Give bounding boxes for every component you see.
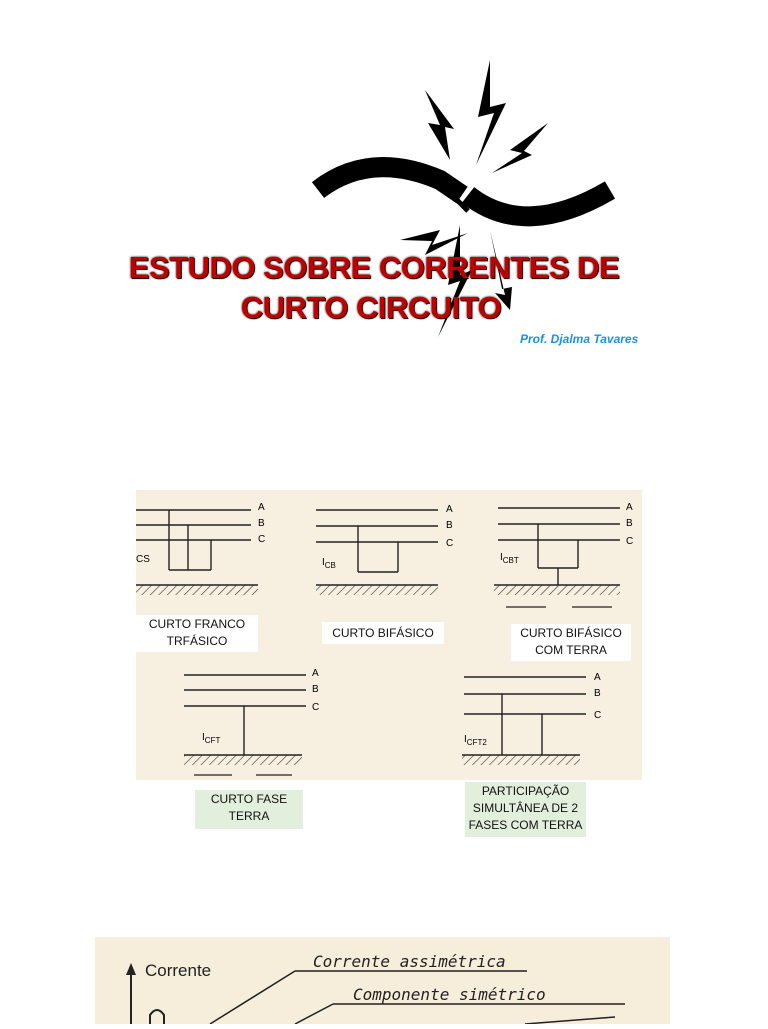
current-label: $I_{CB}$ [322, 557, 336, 570]
phase-label: A [626, 502, 633, 513]
page-title-line1: ESTUDO SOBRE CORRENTES DE [128, 250, 620, 285]
phase-label: C [594, 710, 602, 721]
phase-label: B [258, 518, 265, 529]
phase-label: B [594, 688, 601, 699]
phase-label: A [594, 672, 601, 683]
current-label: CS [136, 554, 150, 565]
diagram-two-phases-ground [462, 672, 601, 765]
asymmetric-current-graph [95, 937, 670, 1024]
author-name: Prof. Djalma Tavares [520, 332, 639, 346]
phase-label: C [446, 538, 454, 549]
cable-left [318, 167, 462, 195]
phase-label: B [626, 518, 633, 529]
phase-label: B [446, 520, 453, 531]
axis-label: Corrente [145, 961, 212, 980]
diagram-biphasic-ground [494, 502, 633, 607]
phase-label: C [312, 702, 320, 713]
phase-label: C [258, 534, 266, 545]
lightning-bolt-left [425, 90, 454, 160]
y-axis-arrow [126, 963, 136, 975]
lightning-bolt-right [492, 123, 548, 173]
current-label: $I_{CFT2}$ [464, 734, 487, 747]
caption-biphasic-ground: CURTO BIFÁSICO COM TERRA [511, 624, 631, 661]
current-label: $I_{CFT}$ [202, 732, 221, 745]
graph-drawing [95, 937, 670, 1024]
cable-right [468, 190, 610, 216]
phase-label: B [312, 684, 319, 695]
lightning-bolt-top [476, 60, 506, 165]
phase-label: A [258, 502, 265, 513]
current-label: $I_{CBT}$ [500, 552, 519, 565]
page-title-line2: CURTO CIRCUITO [240, 290, 502, 325]
annotation-symmetric: Componente simétrico [353, 985, 546, 1004]
caption-two-phases-ground: PARTICIPAÇÃO SIMULTÂNEA DE 2 FASES COM TERRA [465, 782, 586, 837]
caption-biphasic: CURTO BIFÁSICO [322, 622, 444, 644]
phase-label: A [312, 668, 319, 679]
caption-three-phase: CURTO FRANCO TRFÁSICO [136, 615, 258, 652]
phase-label: A [446, 504, 453, 515]
diagram-three-phase [136, 502, 265, 595]
diagram-phase-ground [184, 668, 319, 775]
phase-label: C [626, 536, 634, 547]
diagram-biphasic [316, 504, 453, 595]
annotation-asymmetric: Corrente assimétrica [313, 952, 506, 971]
caption-phase-ground: CURTO FASE TERRA [195, 790, 303, 829]
